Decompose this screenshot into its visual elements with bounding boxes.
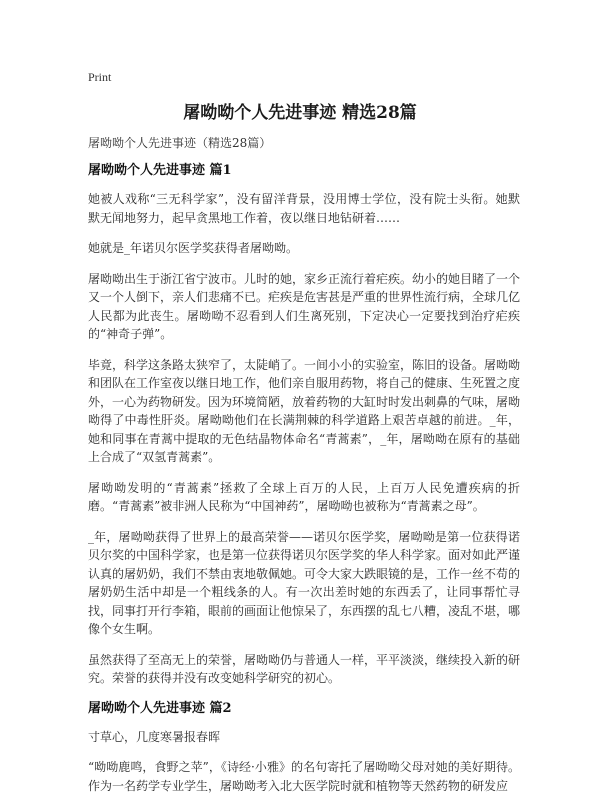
section-heading-1: 屠呦呦个人先进事迹 篇1 [88, 163, 232, 178]
paragraph: 她被人戏称“三无科学家”，没有留洋背景，没用博士学位，没有院士头衔。她默默无闻地努力，起早贪黑地工作着，夜以继日地钻研着…… [88, 192, 520, 225]
paragraph: 屠呦呦发明的“青蒿素”拯救了全球上百万的人民，上百万人民免遭疾病的折磨。“青蒿素”被非洲人民称为“中国神药”，屠呦呦也被称为“青蒿素之母”。 [88, 480, 520, 513]
paragraph: 寸草心，几度寒暑报春晖 [88, 729, 221, 744]
paragraph: _年，屠呦呦获得了世界上的最高荣誉——诺贝尔医学奖，屠呦呦是第一位获得诺贝尔奖的中国科学家，也是第一位获得诺贝尔医学奖的华人科学家。面对如此严谨认真的屠奶奶，我们不禁由衷地敬佩她。可令大家大跌眼镜的是，工作一丝不苟的屠奶奶生活中却是一个粗线条的人。有一次出差时她的东西丢了，让同事帮忙寻找，同事打开行李箱，眼前的画面让他惊呆了，东西摆的乱七八糟，凌乱不堪，哪像个女生啊。 [88, 529, 521, 636]
paragraph: 虽然获得了至高无上的荣誉，屠呦呦仍与普通人一样，平平淡淡，继续投入新的研究。荣誉的获得并没有改变她科学研究的初心。 [88, 652, 521, 685]
paragraph: “呦呦鹿鸣，食野之苹”，《诗经·小雅》的名句寄托了屠呦呦父母对她的美好期待。作为一名药学专业学生，屠呦呦考入北大医学院时就和植物等天然药物的研发应 [88, 760, 520, 793]
paragraph: 毕竟，科学这条路太狭窄了，太陡峭了。一间小小的实验室，陈旧的设备。屠呦呦和团队在工作室夜以继日地工作，他们亲自服用药物，将自己的健康、生死置之度外，一心为药物研发。因为环境简陋，放着药物的大缸时时发出刺鼻的气味，屠呦呦得了中毒性肝炎。屠呦呦他们在长满荆棘的科学道路上艰苦卓越的前进。_年，她和同事在青蒿中提取的无色结晶物体命名“青蒿素”，_年，屠呦呦在原有的基础上合成了“双氢青蒿素”。 [88, 357, 521, 464]
page-title: 屠呦呦个人先进事迹 精选28篇 [183, 103, 417, 123]
article-subtitle: 屠呦呦个人先进事迹（精选28篇） [88, 136, 272, 150]
section-heading-2: 屠呦呦个人先进事迹 篇2 [88, 700, 232, 716]
article-body [88, 134, 520, 807]
paragraph: 屠呦呦出生于浙江省宁波市。儿时的她，家乡正流行着疟疾。幼小的她目睹了一个又一个人倒下，亲人们悲痛不已。疟疾是危害甚是严重的世界性流行病，全球几亿人民都为此丧生。屠呦呦不忍看到人们生离死别，下定决心一定要找到治疗疟疾的“神奇子弹”。 [88, 271, 521, 341]
paragraph: 她就是_年诺贝尔医学奖获得者屠呦呦。 [88, 241, 299, 255]
print-link[interactable]: Print [88, 70, 112, 84]
